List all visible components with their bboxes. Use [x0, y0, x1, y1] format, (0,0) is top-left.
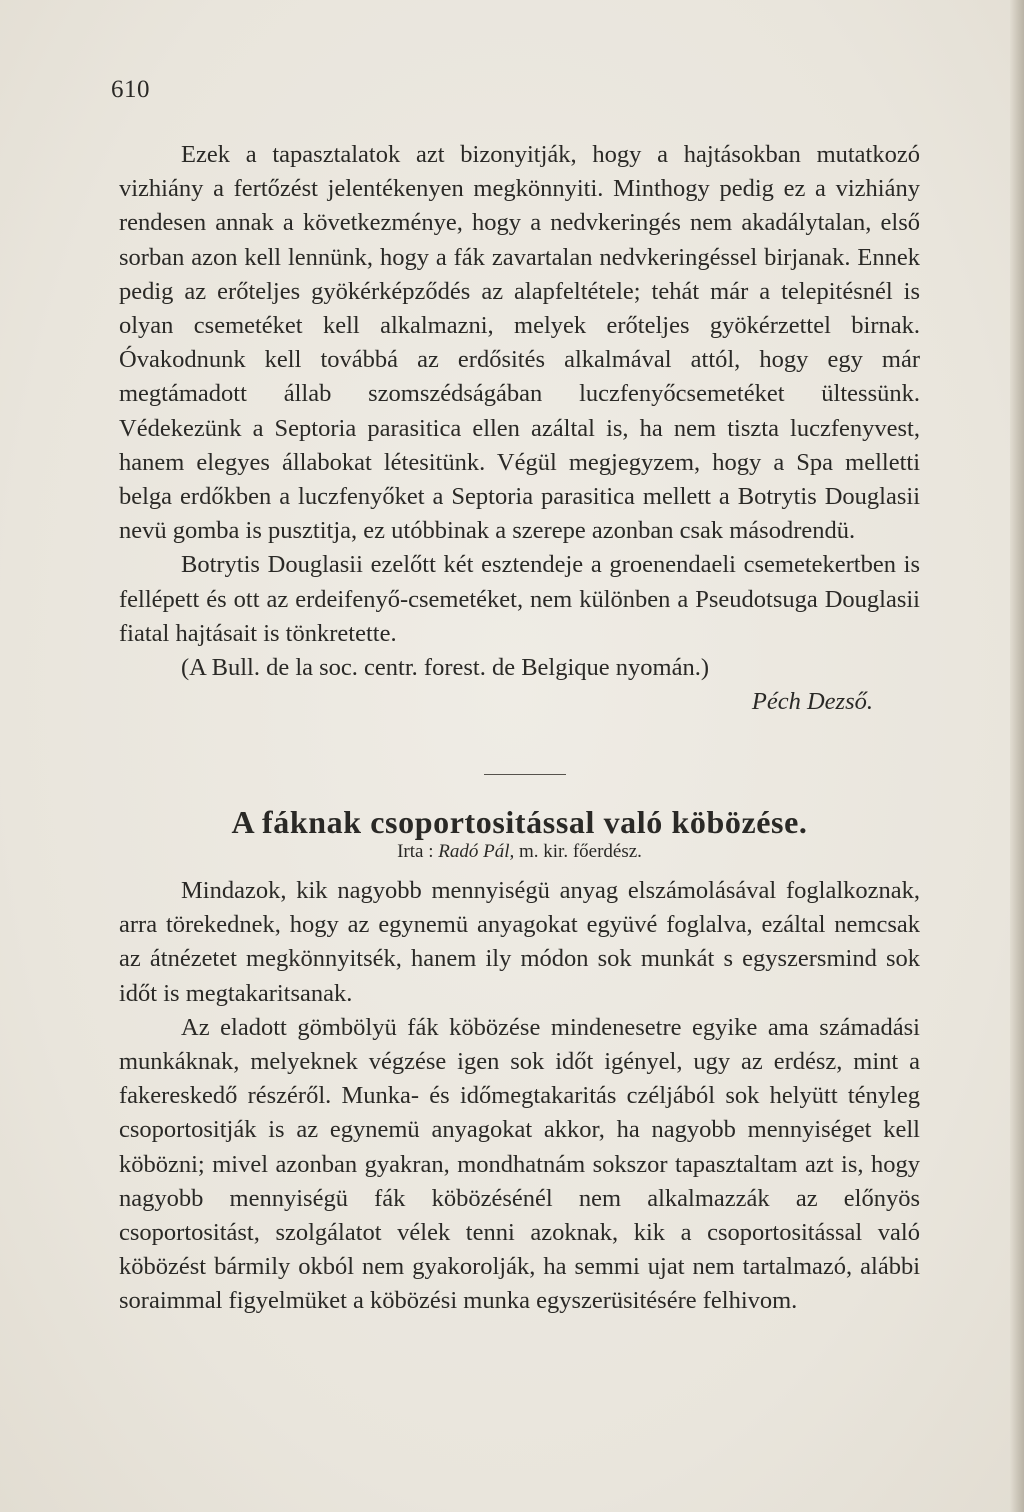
byline-author: Radó Pál, — [438, 841, 515, 862]
page-edge-shadow — [1010, 0, 1024, 1512]
signature: Péch Dezső. — [751, 688, 873, 716]
article-body — [119, 874, 920, 1319]
paragraph: (A Bull. de la soc. centr. forest. de Belgique nyomán.) — [181, 654, 709, 682]
byline-prefix: Irta : — [397, 841, 434, 862]
paragraph: Az eladott gömbölyü fák köbözése mindenesetre egyike ama számadási munkáknak, melyeknek végzése igen sok időt igényel, ugy az erdész, mint a fakereskedő részéről. Munka- és időmegtakaritás czéljából sok helyütt tényleg csoportositják is az egynemü anyagokat akkor, ha nagyobb mennyiséget kell köbözni; mivel azonban gyakran, mondhatnám sokszor tapasztaltam azt is, hogy nagyobb mennyiségü fák köbözésénél nem alkalmazzák az előnyös csoportositást, szolgálatot vélek tenni azoknak, kik a csoportositással való köbözést bármily okból nem gyakorolják, ha semmi ujat nem tartalmazó, alábbi soraimmal figyelmüket a köbözési munka egyszerüsitésére felhivom. — [119, 1013, 920, 1315]
paragraph: Ezek a tapasztalatok azt bizonyitják, hogy a hajtásokban mutatkozó vizhiány a fertőzést jelentékenyen megkönnyiti. Minthogy pedig ez a vizhiány rendesen annak a következménye, hogy a nedvkeringés nem akadálytalan, első sorban azon kell lennünk, hogy a fák zavartalan nedvkeringéssel birjanak. Ennek pedig az erőteljes gyökérképződés az alapfeltétele; tehát már a telepitésnél is olyan csemetéket kell alkalmazni, melyek erőteljes gyökérzettel birnak. Óvakodnunk kell továbbá az erdősités alkalmával attól, hogy egy már megtámadott állab szomszédságában luczfenyőcsemetéket ültessünk. Védekezünk a Septoria parasitica ellen azáltal is, ha nem tiszta luczfenyvest, hanem elegyes állabokat létesitünk. Végül megjegyzem, hogy a Spa melletti belga erdőkben a luczfenyőket a Septoria parasitica mellett a Botrytis Douglasii nevü gomba is pusztitja, ez utóbbinak a szerepe azonban csak másodrendü. — [119, 141, 920, 545]
article-title: A fáknak csoportositással való köbözése. — [231, 804, 808, 840]
section-continuation — [119, 138, 920, 719]
paragraph: Mindazok, kik nagyobb mennyiségü anyag elszámolásával foglalkoznak, arra törekednek, hogy az egynemü anyagokat együvé foglalva, ezáltal nemcsak az átnézetet megkönnyitsék, hanem ily módon sok munkát s egyszersmind sok időt is megtakaritsanak. — [119, 877, 920, 1007]
paragraph: Botrytis Douglasii ezelőtt két esztendeje a groenendaeli csemetekertben is fellépett és ott az erdeifenyő-csemetéket, nem különben a Pseudotsuga Douglasii fiatal hajtásait is tönkretette. — [119, 551, 920, 647]
article-byline — [119, 841, 920, 863]
section-divider — [484, 774, 566, 775]
byline-suffix: m. kir. főerdész. — [518, 841, 642, 862]
page-number: 610 — [111, 76, 150, 103]
